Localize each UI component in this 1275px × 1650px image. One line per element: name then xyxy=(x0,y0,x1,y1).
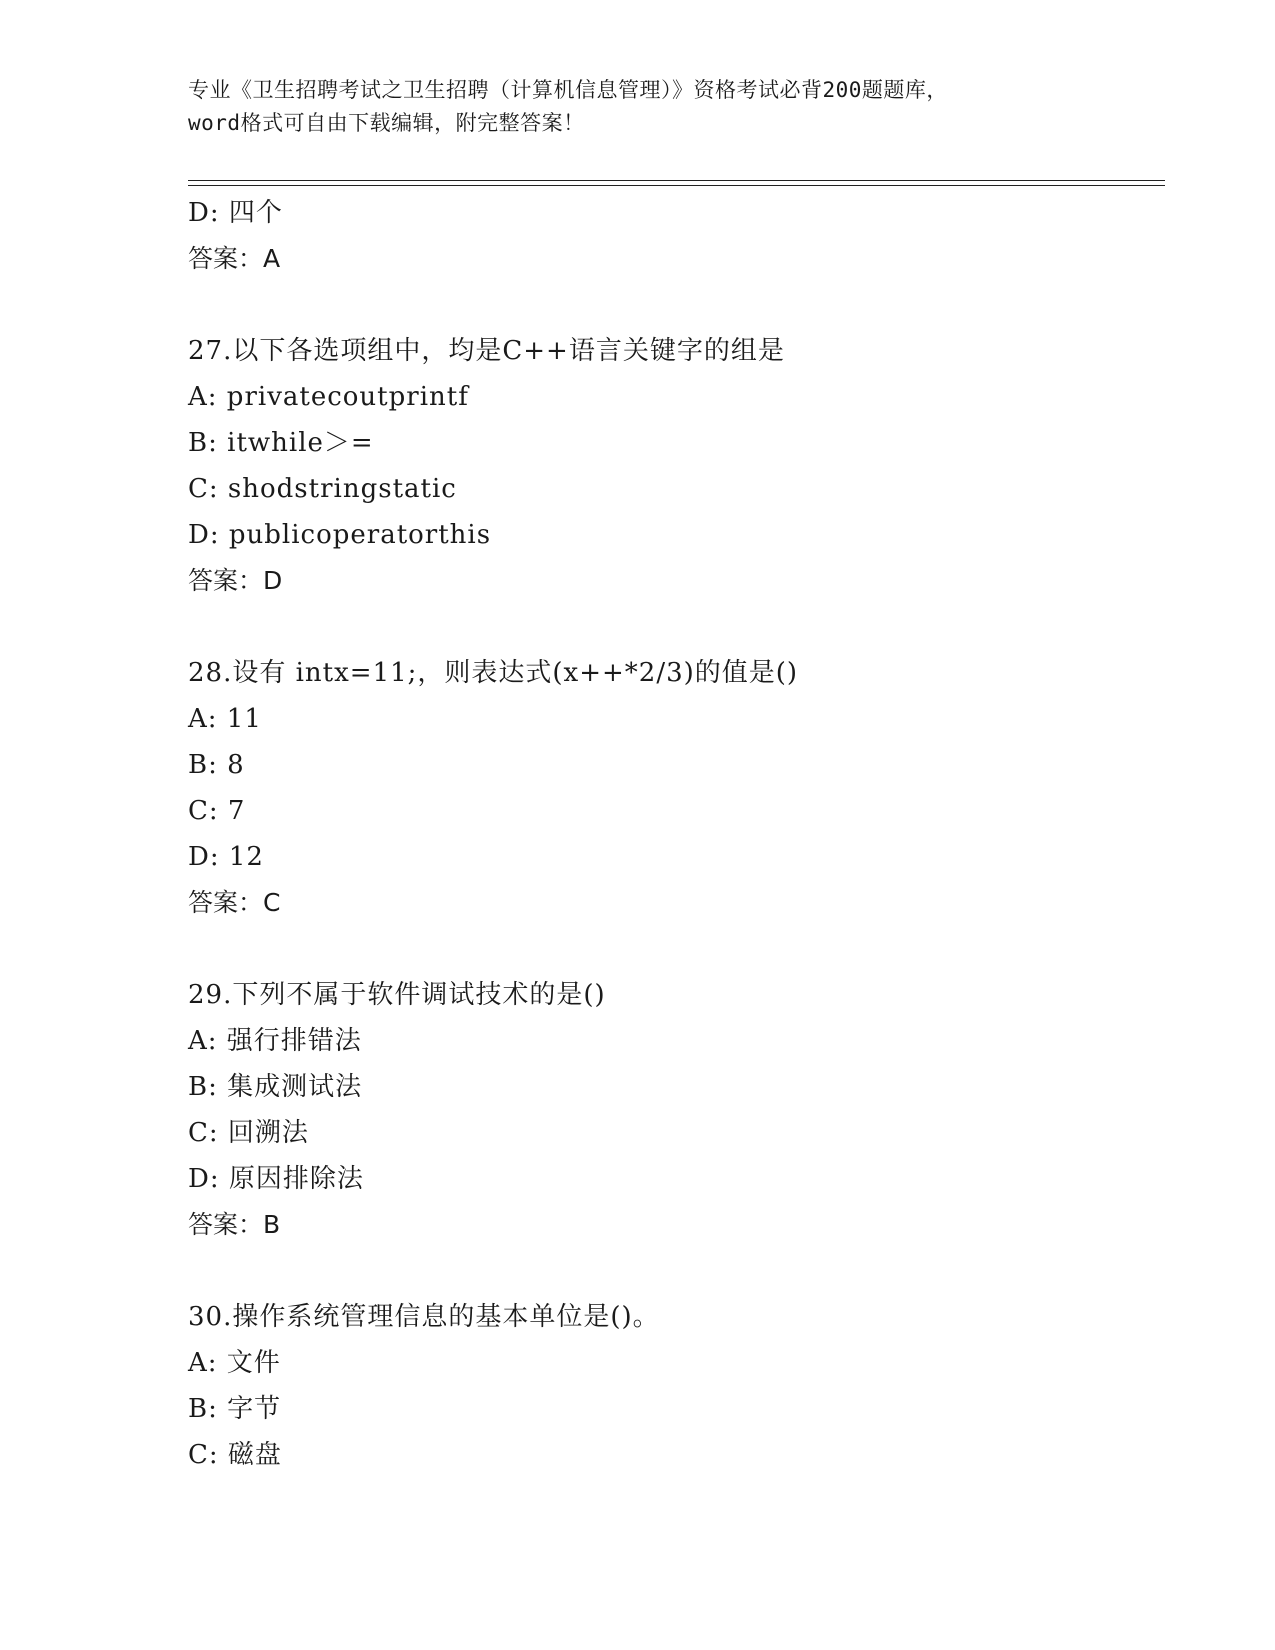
option-a: A: privatecoutprintf xyxy=(188,382,469,412)
question-stem: 27.以下各选项组中，均是C++语言关键字的组是 xyxy=(188,336,785,366)
option-c: C: shodstringstatic xyxy=(188,474,457,504)
question-28 xyxy=(188,650,1148,926)
option-b: B: 字节 xyxy=(188,1394,282,1424)
question-stem: 29.下列不属于软件调试技术的是() xyxy=(188,980,606,1010)
option-b: B: 8 xyxy=(188,750,245,780)
option-a: A: 文件 xyxy=(188,1348,281,1378)
header-line-1: 专业《卫生招聘考试之卫生招聘（计算机信息管理）》资格考试必背200题题库， xyxy=(188,78,948,102)
question-content xyxy=(188,190,1148,1478)
option-d: D: 12 xyxy=(188,842,264,872)
spacer xyxy=(188,926,1148,972)
option-b: B: itwhile＞= xyxy=(188,428,374,458)
option-a: A: 11 xyxy=(188,704,262,734)
option-c: C: 回溯法 xyxy=(188,1118,309,1148)
option-c: C: 7 xyxy=(188,796,246,826)
answer: 答案：C xyxy=(188,888,281,917)
option-a: A: 强行排错法 xyxy=(188,1026,362,1056)
option-d: D: publicoperatorthis xyxy=(188,520,492,550)
carryover-answer: 答案：A xyxy=(188,244,281,273)
question-30 xyxy=(188,1294,1148,1478)
option-c: C: 磁盘 xyxy=(188,1440,282,1470)
header-divider-bottom xyxy=(188,185,1165,186)
question-27 xyxy=(188,328,1148,604)
option-b: B: 集成测试法 xyxy=(188,1072,363,1102)
answer: 答案：D xyxy=(188,566,283,595)
question-stem: 28.设有 intx=11;，则表达式(x++*2/3)的值是() xyxy=(188,658,799,688)
answer: 答案：B xyxy=(188,1210,281,1239)
option-d: D: 原因排除法 xyxy=(188,1164,364,1194)
document-header xyxy=(188,74,1088,140)
header-divider-top xyxy=(188,180,1165,181)
carryover-option-d: D: 四个 xyxy=(188,198,283,228)
question-stem: 30.操作系统管理信息的基本单位是()。 xyxy=(188,1302,660,1332)
spacer xyxy=(188,604,1148,650)
spacer xyxy=(188,282,1148,328)
spacer xyxy=(188,1248,1148,1294)
question-29 xyxy=(188,972,1148,1248)
header-line-2: word格式可自由下载编辑，附完整答案！ xyxy=(188,111,585,135)
